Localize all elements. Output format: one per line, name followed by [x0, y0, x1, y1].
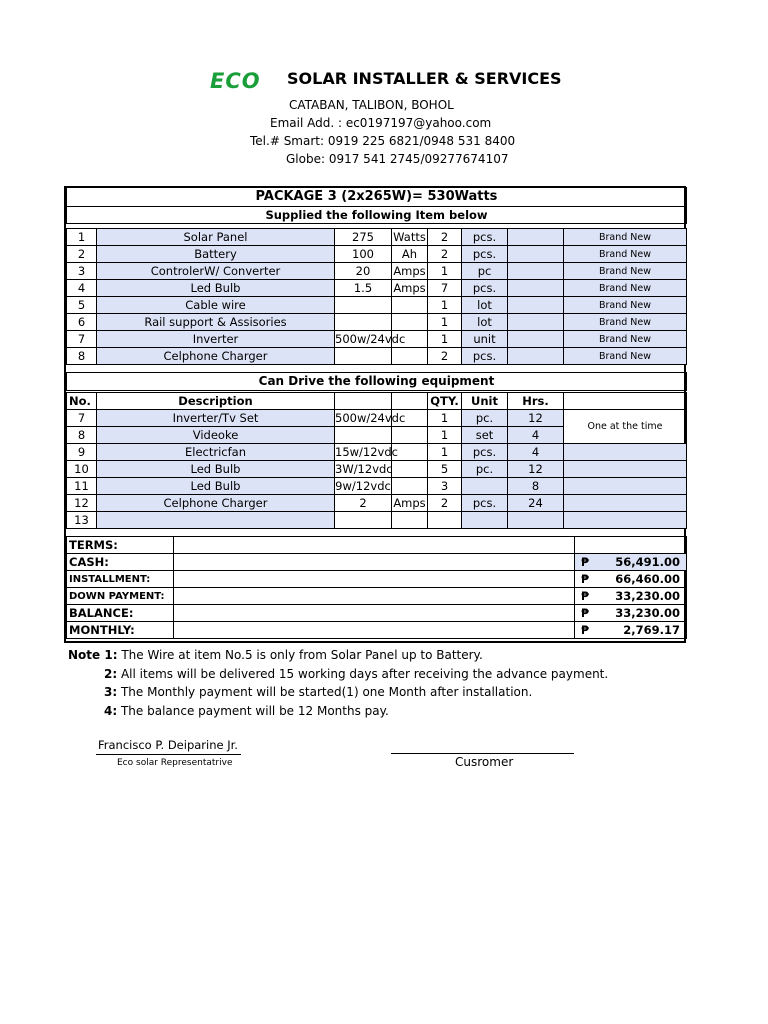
customer-signature-line [391, 753, 574, 754]
item-qty-unit: pcs. [462, 246, 508, 263]
item-spec-unit [392, 314, 428, 331]
item-blank [508, 280, 564, 297]
amount-value: 66,460.00 [615, 571, 680, 586]
note-label: 3: [104, 685, 118, 699]
terms-row [67, 605, 687, 622]
supplied-item-row [67, 280, 687, 297]
equipment-note-blank [564, 478, 687, 495]
item-spec: 20 [335, 263, 392, 280]
terms-amount [575, 537, 687, 554]
note-2 [68, 665, 608, 684]
amount-value: 33,230.00 [615, 588, 680, 603]
equipment-table [66, 392, 687, 529]
equipment-unit: pc. [462, 461, 508, 478]
item-spec-unit: Watts [393, 229, 426, 244]
terms-row [67, 588, 687, 605]
terms-label: CASH: [67, 554, 174, 571]
equipment-spec-unit [392, 512, 428, 529]
equipment-header-row [67, 393, 687, 410]
note-3 [68, 683, 608, 702]
equipment-qty [428, 512, 462, 529]
equipment-description: Led Bulb [97, 461, 335, 478]
item-qty-unit: lot [462, 314, 508, 331]
note-4 [68, 702, 608, 721]
item-spec [335, 314, 392, 331]
item-no: 1 [67, 229, 97, 246]
supplied-item-row [67, 297, 687, 314]
header-blank [392, 393, 428, 410]
equipment-no: 8 [67, 427, 97, 444]
equipment-description: Inverter/Tv Set [97, 410, 335, 427]
note-label: 4: [104, 703, 118, 718]
item-qty: 2 [428, 348, 462, 365]
equipment-row [67, 495, 687, 512]
item-status: Brand New [564, 348, 687, 365]
item-blank [508, 348, 564, 365]
item-qty: 2 [428, 246, 462, 263]
item-qty: 1 [428, 314, 462, 331]
note-1 [68, 646, 608, 665]
equipment-row [67, 512, 687, 529]
equipment-spec: 15w/12vdc [335, 444, 398, 459]
note-label: 2: [104, 666, 118, 681]
company-email: Email Add. : ec0197197@yahoo.com [270, 116, 492, 130]
company-address: CATABAN, TALIBON, BOHOL [289, 98, 454, 112]
item-spec-unit [392, 348, 428, 365]
item-no: 8 [67, 348, 97, 365]
item-status: Brand New [564, 297, 687, 314]
peso-sign: ₱ [581, 588, 590, 603]
terms-blank [174, 605, 575, 622]
peso-sign: ₱ [581, 571, 590, 586]
equipment-spec: 3W/12vdc [335, 461, 393, 476]
equipment-hrs: 4 [508, 427, 564, 444]
note-text: The balance payment will be 12 Months pay. [117, 703, 389, 718]
item-status: Brand New [564, 263, 687, 280]
terms-row [67, 571, 687, 588]
equipment-hrs [508, 512, 564, 529]
equipment-qty: 1 [428, 410, 462, 427]
equipment-row [67, 410, 687, 427]
equipment-description [97, 512, 335, 529]
supplied-item-row [67, 246, 687, 263]
equipment-no: 13 [67, 512, 97, 529]
company-logo: ECO [210, 69, 261, 93]
item-status: Brand New [564, 246, 687, 263]
terms-blank [174, 622, 575, 639]
equipment-spec-unit [392, 461, 428, 478]
note-text: The Monthly payment will be started(1) one Month after installation. [117, 685, 533, 699]
item-blank [508, 297, 564, 314]
equipment-hrs: 12 [508, 410, 564, 427]
supplied-item-row [67, 348, 687, 365]
equipment-title: Can Drive the following equipment [67, 373, 687, 391]
item-spec: 275 [335, 229, 392, 246]
equipment-description: Led Bulb [97, 478, 335, 495]
equipment-hrs: 4 [508, 444, 564, 461]
item-blank [508, 314, 564, 331]
package-header [66, 187, 687, 224]
item-description: Rail support & Assisories [97, 314, 335, 331]
equipment-unit [462, 478, 508, 495]
item-no: 4 [67, 280, 97, 297]
item-qty-unit: pc [462, 263, 508, 280]
item-spec: 1.5 [335, 280, 392, 297]
amount-value: 56,491.00 [615, 554, 680, 569]
item-description: Celphone Charger [97, 348, 335, 365]
company-globe: Globe: 0917 541 2745/09277674107 [286, 152, 509, 166]
note-text: All items will be delivered 15 working days after receiving the advance payment. [117, 666, 609, 681]
item-description: Cable wire [97, 297, 335, 314]
item-qty-unit: pcs. [462, 280, 508, 297]
header-unit: Unit [462, 393, 508, 410]
package-subtitle: Supplied the following Item below [67, 207, 687, 224]
equipment-no: 10 [67, 461, 97, 478]
equipment-hrs: 24 [508, 495, 564, 512]
item-qty: 1 [428, 263, 462, 280]
item-blank [508, 246, 564, 263]
equipment-spec [335, 427, 392, 444]
terms-label: MONTHLY: [67, 622, 174, 639]
note-text: The Wire at item No.5 is only from Solar Panel up to Battery. [117, 648, 483, 662]
terms-amount [575, 571, 687, 588]
terms-blank [174, 554, 575, 571]
supplied-item-row [67, 331, 687, 348]
equipment-no: 11 [67, 478, 97, 495]
equipment-spec: 2 [335, 495, 392, 512]
equipment-note: One at the time [564, 410, 687, 444]
item-no: 2 [67, 246, 97, 263]
note-label: Note 1: [68, 648, 118, 662]
representative-name: Francisco P. Deiparine Jr. [98, 738, 238, 752]
terms-amount [575, 605, 687, 622]
item-blank [508, 263, 564, 280]
item-spec-unit: Amps [393, 280, 426, 295]
supplied-item-row [67, 229, 687, 246]
item-spec-unit [392, 297, 428, 314]
item-spec-unit: Amps [393, 263, 426, 278]
terms-label: DOWN PAYMENT: [67, 588, 174, 605]
terms-amount [575, 588, 687, 605]
company-tel: Tel.# Smart: 0919 225 6821/0948 531 8400 [250, 134, 516, 148]
equipment-spec [335, 512, 392, 529]
equipment-qty: 1 [428, 444, 462, 461]
item-description: Led Bulb [97, 280, 335, 297]
amount-value: 33,230.00 [615, 605, 680, 620]
item-spec-unit: Ah [392, 246, 428, 263]
item-status: Brand New [564, 280, 687, 297]
terms-label: INSTALLMENT: [67, 571, 174, 588]
item-qty-unit: lot [462, 297, 508, 314]
equipment-qty: 3 [428, 478, 462, 495]
header-qty: QTY. [428, 393, 462, 410]
terms-row [67, 537, 687, 554]
equipment-row [67, 478, 687, 495]
item-spec [335, 348, 392, 365]
equipment-description: Electricfan [97, 444, 335, 461]
item-qty-unit: pcs. [462, 229, 508, 246]
item-status: Brand New [564, 229, 687, 246]
header-description: Description [97, 393, 335, 410]
equipment-no: 7 [67, 410, 97, 427]
equipment-hrs: 12 [508, 461, 564, 478]
equipment-spec-unit: Amps [393, 495, 426, 510]
item-qty: 1 [428, 331, 462, 348]
item-qty: 7 [428, 280, 462, 297]
item-blank [508, 229, 564, 246]
equipment-note-blank [564, 444, 687, 461]
equipment-description: Celphone Charger [97, 495, 335, 512]
header-hrs: Hrs. [508, 393, 564, 410]
terms-label: TERMS: [67, 537, 174, 554]
supplied-item-row [67, 314, 687, 331]
representative-signature-line [96, 754, 241, 755]
equipment-note-blank [564, 461, 687, 478]
header-blank [335, 393, 392, 410]
header-blank [564, 393, 687, 410]
equipment-unit: pc. [462, 410, 508, 427]
item-qty-unit: unit [462, 331, 508, 348]
terms-blank [174, 537, 575, 554]
item-no: 3 [67, 263, 97, 280]
item-no: 6 [67, 314, 97, 331]
equipment-spec-unit [392, 427, 428, 444]
terms-row [67, 554, 687, 571]
header-no: No. [67, 393, 97, 410]
company-name: SOLAR INSTALLER & SERVICES [287, 69, 562, 88]
terms-row [67, 622, 687, 639]
item-no: 5 [67, 297, 97, 314]
item-spec [335, 297, 392, 314]
terms-amount [575, 622, 687, 639]
equipment-unit: set [462, 427, 508, 444]
equipment-spec: 500w/24vdc [335, 410, 406, 425]
equipment-row [67, 444, 687, 461]
equipment-no: 12 [67, 495, 97, 512]
item-spec: 500w/24vdc [335, 331, 406, 346]
package-title: PACKAGE 3 (2x265W)= 530Watts [67, 187, 687, 207]
equipment-header [66, 372, 687, 391]
equipment-description: Videoke [97, 427, 335, 444]
equipment-spec: 9w/12vdc [335, 478, 391, 493]
item-blank [508, 331, 564, 348]
representative-role: Eco solar Representatrive [117, 758, 233, 768]
item-qty: 1 [428, 297, 462, 314]
peso-sign: ₱ [581, 622, 590, 637]
item-status: Brand New [564, 314, 687, 331]
item-description: ControlerW/ Converter [97, 263, 335, 280]
equipment-unit: pcs. [462, 444, 508, 461]
equipment-row [67, 461, 687, 478]
peso-sign: ₱ [581, 605, 590, 620]
equipment-note-blank [564, 495, 687, 512]
equipment-qty: 2 [428, 495, 462, 512]
item-description: Battery [97, 246, 335, 263]
item-description: Inverter [97, 331, 335, 348]
item-spec: 100 [335, 246, 392, 263]
amount-value: 2,769.17 [623, 622, 680, 637]
item-qty-unit: pcs. [462, 348, 508, 365]
equipment-note-blank [564, 512, 687, 529]
equipment-unit [462, 512, 508, 529]
terms-amount [575, 554, 687, 571]
equipment-no: 9 [67, 444, 97, 461]
equipment-qty: 1 [428, 427, 462, 444]
item-qty: 2 [428, 229, 462, 246]
terms-label: BALANCE: [67, 605, 174, 622]
supplied-items-table [66, 228, 687, 365]
notes [68, 646, 608, 720]
item-description: Solar Panel [97, 229, 335, 246]
equipment-spec-unit [392, 478, 428, 495]
customer-label: Cusromer [455, 755, 514, 769]
equipment-hrs: 8 [508, 478, 564, 495]
supplied-item-row [67, 263, 687, 280]
item-no: 7 [67, 331, 97, 348]
terms-blank [174, 588, 575, 605]
terms-table [66, 536, 687, 639]
equipment-qty: 5 [428, 461, 462, 478]
item-status: Brand New [564, 331, 687, 348]
equipment-unit: pcs. [462, 495, 508, 512]
peso-sign: ₱ [581, 554, 590, 569]
terms-blank [174, 571, 575, 588]
